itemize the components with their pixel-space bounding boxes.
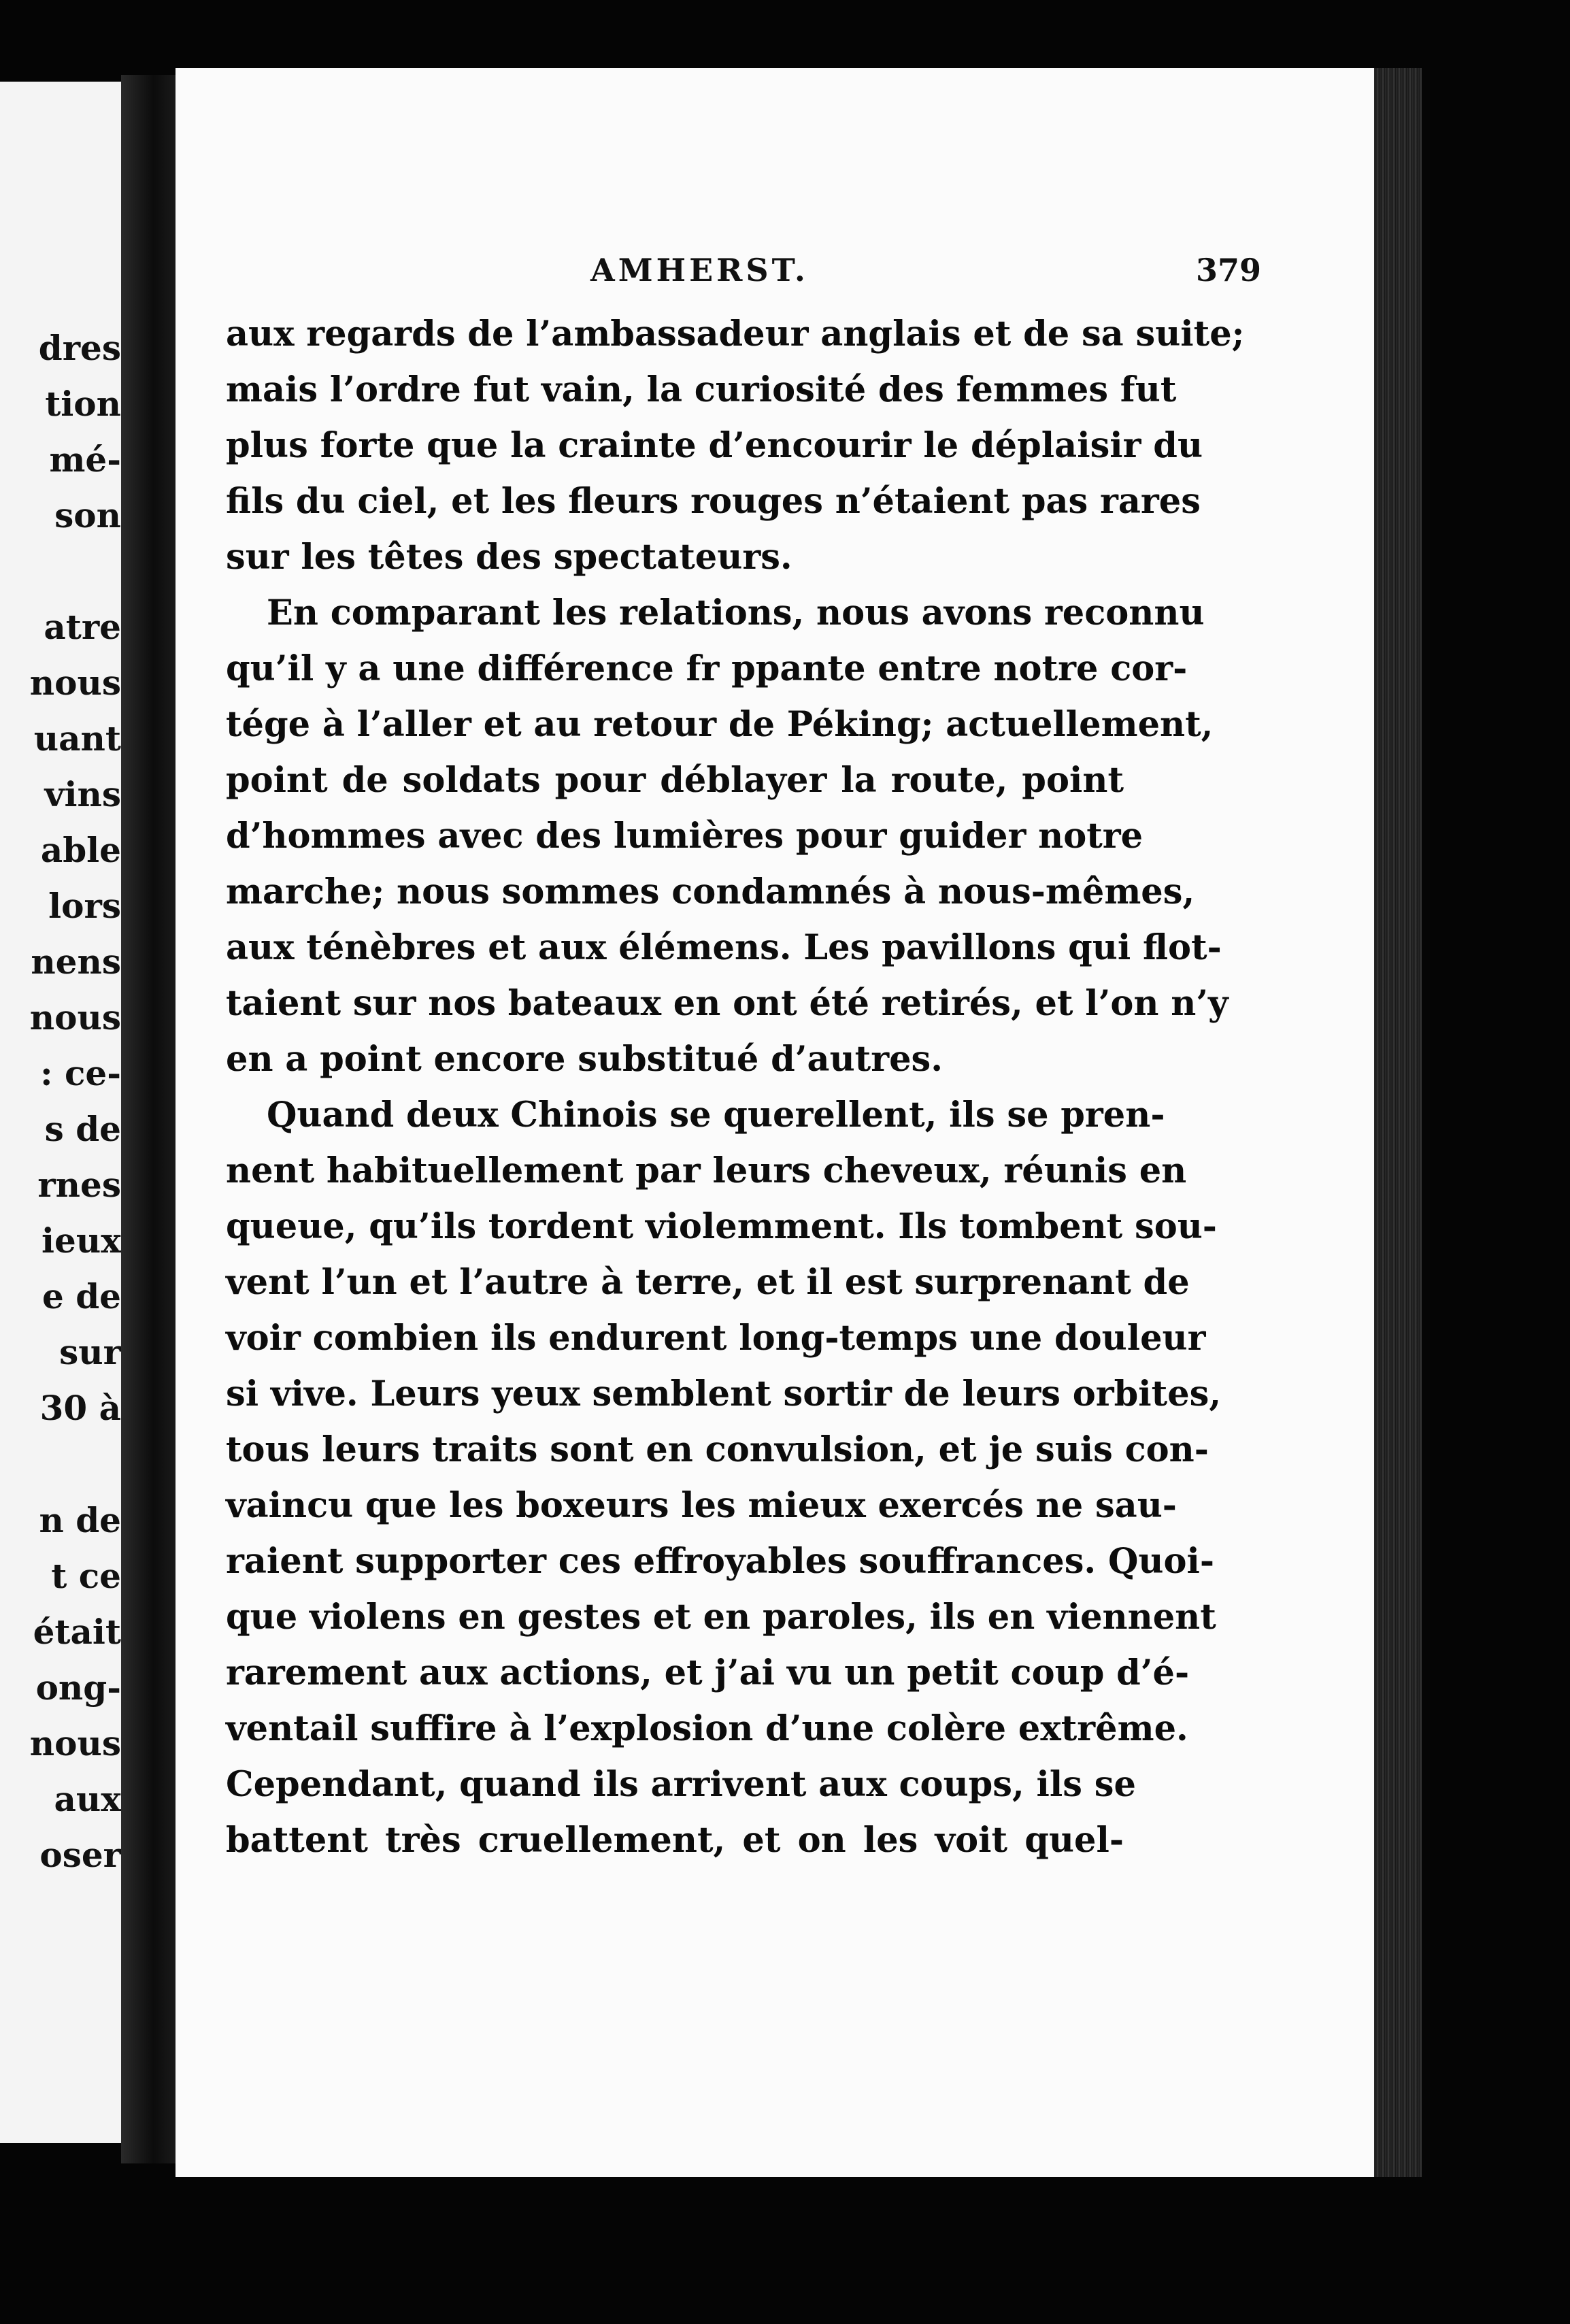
left-page-fragment: t ce — [51, 1556, 121, 1596]
left-page-fragment: atre — [44, 607, 121, 647]
left-page-fragment: dres — [38, 328, 121, 368]
text-line: En comparant les relations, nous avons reconnu — [267, 593, 1205, 633]
left-page-fragment: nous — [29, 997, 121, 1038]
text-line: fils du ciel, et les fleurs rouges n’étaient pas rares — [226, 481, 1201, 522]
left-page-fragment: sur — [59, 1332, 121, 1372]
left-page-fragment: son — [54, 495, 121, 535]
text-line: plus forte que la crainte d’encourir le déplaisir du — [226, 425, 1203, 466]
body-text — [226, 306, 1245, 1868]
text-line: que violens en gestes et en paroles, ils en viennent — [226, 1597, 1216, 1638]
text-line: d’hommes avec des lumières pour guider notre — [226, 816, 1143, 857]
left-page-fragment: nous — [29, 663, 121, 703]
left-page-fragment: nous — [29, 1723, 121, 1763]
text-line: vaincu que les boxeurs les mieux exercés ne sau- — [226, 1485, 1177, 1526]
left-page-fragment: ong- — [35, 1667, 121, 1708]
left-page-fragment: e de — [42, 1276, 121, 1316]
paragraph — [226, 306, 1245, 585]
text-line: si vive. Leurs yeux semblent sortir de leurs orbites, — [226, 1374, 1222, 1414]
page-number: 379 — [1196, 252, 1262, 288]
left-page-fragment: s de — [44, 1109, 121, 1149]
text-line: point de soldats pour déblayer la route, point — [226, 760, 1124, 801]
left-page-fragment: n de — [39, 1500, 121, 1540]
text-line: taient sur nos bateaux en ont été retirés, et l’on n’y — [226, 983, 1229, 1024]
text-line: aux regards de l’ambassadeur anglais et de sa suite; — [226, 314, 1245, 354]
left-page-fragment: tion — [45, 384, 121, 424]
page-header — [176, 252, 1374, 299]
left-page-fragment: lors — [48, 886, 121, 926]
paragraph — [226, 585, 1229, 1087]
page-stack-edge — [1374, 68, 1422, 2177]
text-line: Quand deux Chinois se querellent, ils se pren- — [267, 1095, 1165, 1135]
left-page-fragment: able — [40, 830, 121, 870]
text-line: raient supporter ces effroyables souffrances. Quoi- — [226, 1541, 1215, 1582]
text-line: Cependant, quand ils arrivent aux coups, ils se — [226, 1764, 1136, 1805]
text-line: qu’il y a une différence fr ppante entre notre cor- — [226, 648, 1188, 689]
left-page-fragment: nens — [31, 942, 121, 982]
left-page-edge — [0, 82, 121, 2143]
running-head: AMHERST. — [590, 252, 809, 288]
left-page-fragment: uant — [33, 718, 121, 759]
text-line: mais l’ordre fut vain, la curiosité des femmes fut — [226, 369, 1177, 410]
book-gutter — [121, 75, 176, 2163]
left-page-fragment: oser — [39, 1835, 121, 1875]
text-line: ventail suffire à l’explosion d’une colère extrême. — [226, 1708, 1188, 1749]
text-line: marche; nous sommes condamnés à nous-mêmes, — [226, 872, 1195, 912]
text-line: queue, qu’ils tordent violemment. Ils tombent sou- — [226, 1206, 1217, 1247]
paragraph — [226, 1087, 1222, 1868]
left-page-fragment: rnes — [37, 1165, 121, 1205]
left-page-fragment: 30 à — [39, 1388, 121, 1428]
left-page-fragment: : ce- — [40, 1053, 121, 1093]
left-page-fragment: ieux — [41, 1221, 121, 1261]
left-page-fragment: était — [33, 1612, 121, 1652]
text-line: en a point encore substitué d’autres. — [226, 1039, 943, 1080]
left-page-fragment: mé- — [49, 439, 121, 480]
text-line: aux ténèbres et aux élémens. Les pavillons qui flot- — [226, 927, 1222, 968]
right-page — [176, 68, 1374, 2177]
text-line: nent habituellement par leurs cheveux, réunis en — [226, 1150, 1187, 1191]
text-line: sur les têtes des spectateurs. — [226, 537, 792, 578]
text-line: tous leurs traits sont en convulsion, et je suis con- — [226, 1429, 1209, 1470]
text-line: vent l’un et l’autre à terre, et il est surprenant de — [226, 1262, 1190, 1303]
text-line: tége à l’aller et au retour de Péking; actuellement, — [226, 704, 1214, 745]
left-page-fragment: vins — [44, 774, 121, 814]
text-line: voir combien ils endurent long-temps une douleur — [226, 1318, 1206, 1359]
left-page-fragment: aux — [54, 1779, 121, 1819]
text-line: battent très cruellement, et on les voit quel- — [226, 1820, 1124, 1861]
text-line: rarement aux actions, et j’ai vu un petit coup d’é- — [226, 1653, 1190, 1693]
